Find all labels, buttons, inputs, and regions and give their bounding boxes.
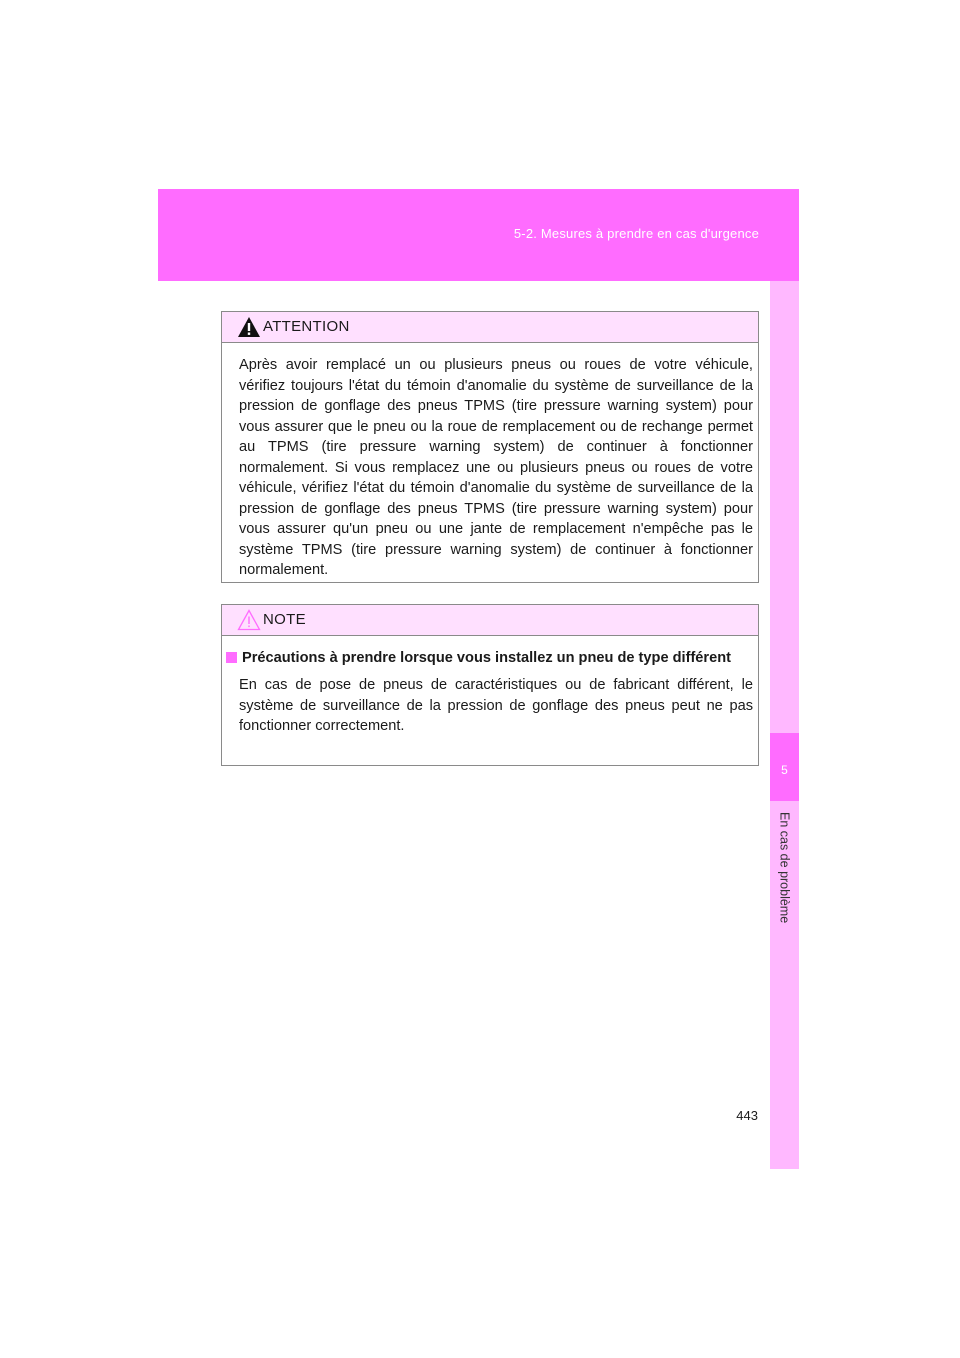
chapter-side-tab	[770, 281, 799, 1169]
warning-icon	[237, 316, 261, 338]
chapter-number: 5	[781, 763, 788, 777]
attention-text: Après avoir remplacé un ou plusieurs pneus ou roues de votre véhicule, vérifiez toujours l'état du témoin d'anomalie du système de surveillance de la pression de gonflage des pneus TPMS (tire pressure warning system) pour vous assurer que le pneu ou la roue de remplacement ou de rechange permet au TPMS (tire pressure warning system) de continuer à fonctionner normalement. Si vous remplacez une ou plusieurs pneus ou roues de votre véhicule, vérifiez l'état du témoin d'anomalie du système de surveillance de la pression de gonflage des pneus TPMS (tire pressure warning system) pour vous assurer qu'un pneu ou une jante de remplacement n'empêche pas le système TPMS (tire pressure warning system) de continuer à fonctionner normalement.	[239, 357, 753, 578]
note-body	[222, 636, 758, 737]
header-band	[158, 189, 799, 281]
page-number: 443	[736, 1108, 758, 1123]
attention-box	[221, 311, 759, 583]
attention-title: ATTENTION	[263, 318, 350, 335]
note-text: En cas de pose de pneus de caractéristiques ou de fabricant différent, le système de surveillance de la pression de gonflage des pneus peut ne pas fonctionner correctement.	[239, 677, 753, 734]
note-heading-text: Précautions à prendre lorsque vous installez un pneu de type différent	[242, 650, 731, 666]
chapter-title: En cas de problème	[777, 812, 792, 924]
section-title: 5-2. Mesures à prendre en cas d'urgence	[513, 226, 759, 241]
square-bullet-icon	[226, 652, 237, 663]
note-title: NOTE	[263, 611, 306, 628]
note-header	[222, 605, 758, 636]
caution-icon	[237, 609, 261, 631]
chapter-title-container	[770, 812, 799, 952]
attention-header	[222, 312, 758, 343]
note-box	[221, 604, 759, 766]
note-heading	[226, 648, 753, 668]
chapter-number-tab	[770, 733, 799, 801]
